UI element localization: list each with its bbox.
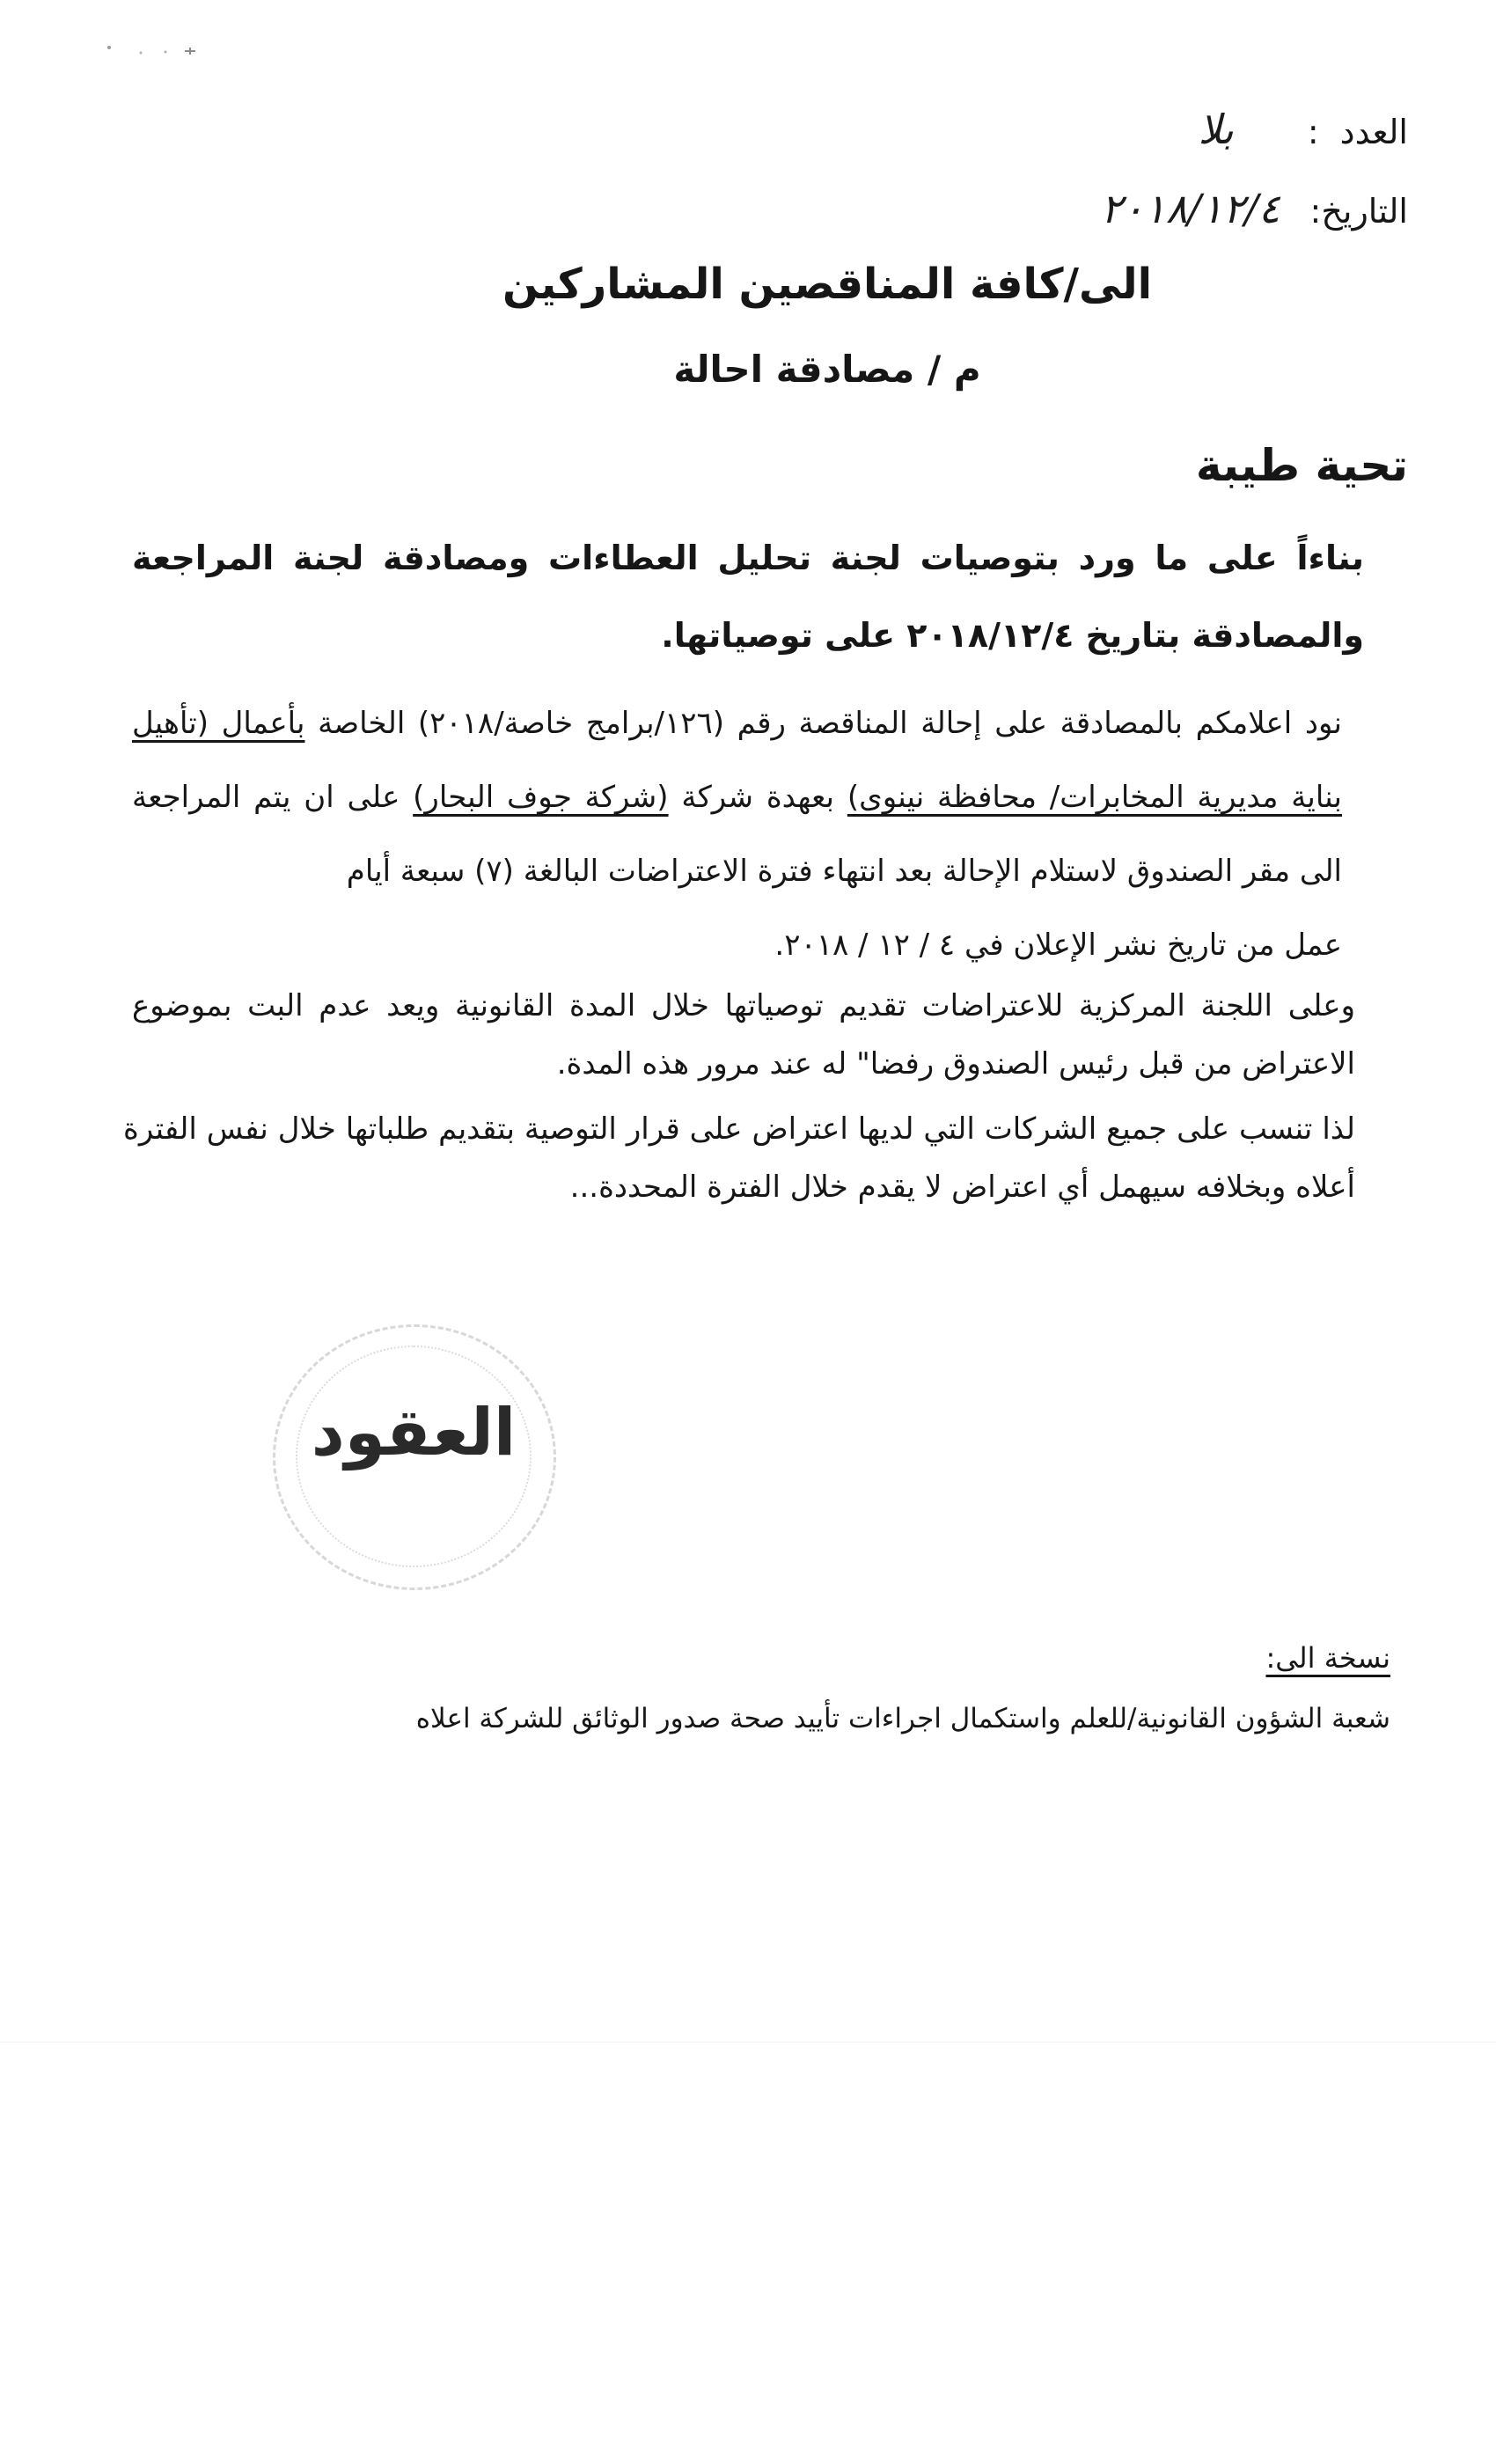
award-text-part-2: بعهدة شركة xyxy=(681,780,835,815)
scan-specks xyxy=(104,42,201,60)
award-text-part-3: على ان يتم المراجعة الى مقر الصندوق لاستلام الإحالة بعد انتهاء فترة الاعتراضات البالغة (٧) سبعة أيام xyxy=(132,780,1342,889)
award-project-name: بأعمال (تأهيل بناية مديرية المخابرات/ محافظة نينوى) xyxy=(132,706,1342,815)
addressee-line: الى/كافة المناقصين المشاركين xyxy=(502,260,1153,309)
copy-to-recipient: شعبة الشؤون القانونية/للعلم واستكمال اجراءات تأييد صحة صدور الوثائق للشركة اعلاه xyxy=(415,1703,1390,1734)
paragraph-award-notice xyxy=(132,686,1342,982)
award-text-last-line: عمل من تاريخ نشر الإعلان في ٤ / ١٢ / ٢٠١٨. xyxy=(774,928,1342,963)
letter-date-field xyxy=(1101,185,1408,232)
copy-to-label: نسخة الى: xyxy=(1265,1641,1390,1675)
letter-date-label: التاريخ: xyxy=(1309,192,1408,231)
award-company-name: (شركة جوف البحار) xyxy=(413,780,669,815)
paragraph-recommendations: بناءاً على ما ورد بتوصيات لجنة تحليل العطاءات ومصادقة لجنة المراجعة والمصادقة بتاريخ ٢٠١٨/١٢/٤ على توصياتها. xyxy=(132,539,1364,655)
letter-number-field xyxy=(1199,106,1408,153)
letter-number-colon: : xyxy=(1307,113,1319,151)
subject-line: م / مصادقة احالة xyxy=(673,348,981,391)
award-text-part-1: نود اعلامكم بالمصادقة على إحالة المناقصة رقم (١٢٦/برامج خاصة/٢٠١٨) الخاصة xyxy=(318,706,1342,741)
letter-number-label: العدد xyxy=(1339,113,1408,151)
paragraph-objection-deadline: لذا تنسب على جميع الشركات التي لديها اعتراض على قرار التوصية بتقديم طلباتها خلال نفس الفترة أعلاه وبخلافه سيهمل أي اعتراض لا يقدم خلال الفترة المحددة... xyxy=(123,1111,1355,1205)
letter-number-value: بلا xyxy=(1198,106,1234,153)
letter-date-value: ٢٠١٨/١٢/٤ xyxy=(1100,185,1280,232)
stamp-text: العقود xyxy=(311,1395,517,1470)
paragraph-objections-committee: وعلى اللجنة المركزية للاعتراضات تقديم توصياتها خلال المدة القانونية ويعد عدم البت بموضوع الاعتراض من قبل رئيس الصندوق رفضا" له عند مرور هذه المدة. xyxy=(132,988,1355,1082)
contracts-stamp xyxy=(273,1324,554,1588)
greeting: تحية طيبة xyxy=(1195,440,1408,491)
